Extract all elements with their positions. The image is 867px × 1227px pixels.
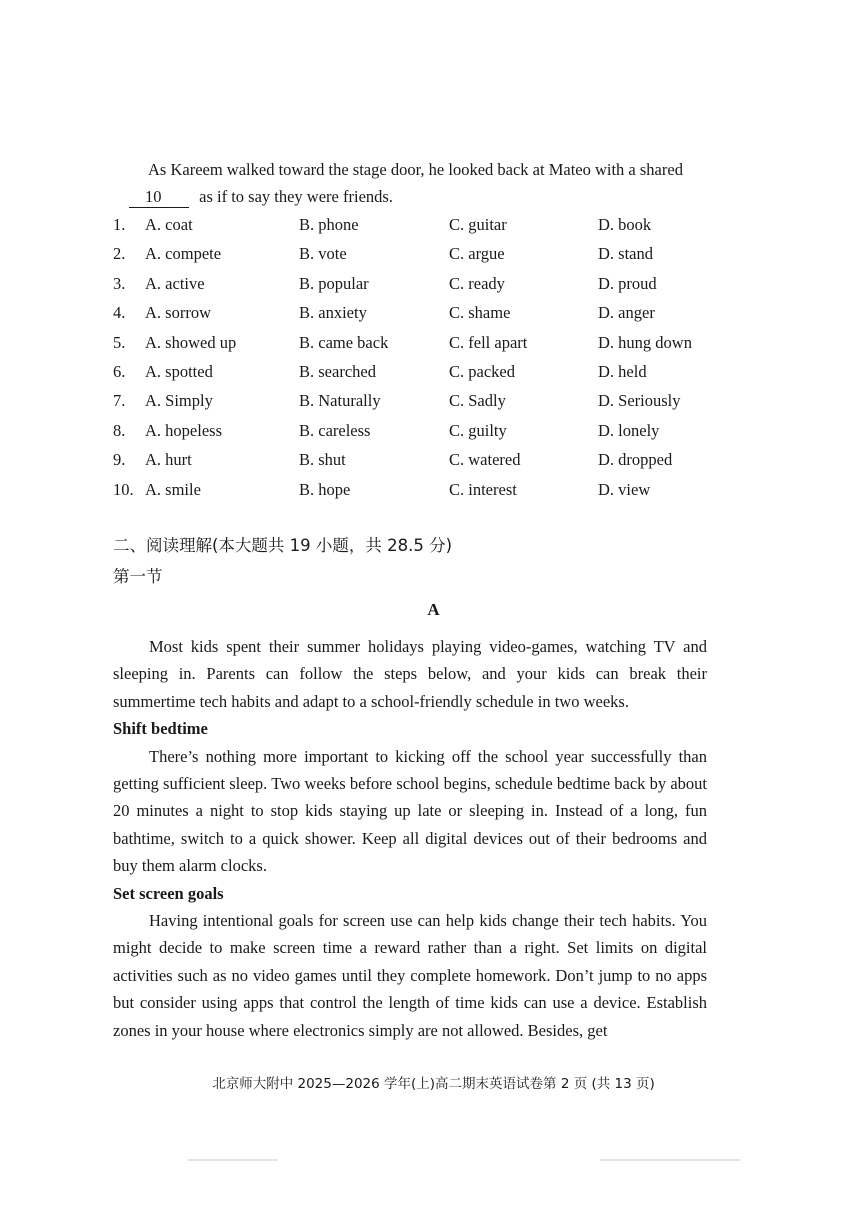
option-a: A. smile	[145, 479, 201, 499]
option-b: B. vote	[299, 244, 347, 264]
options-table	[113, 210, 713, 504]
option-row	[113, 386, 713, 415]
scan-artifact	[188, 1159, 278, 1161]
option-b: B. anxiety	[299, 303, 367, 323]
option-row	[113, 239, 713, 268]
option-b: B. came back	[299, 332, 389, 352]
option-d: D. dropped	[598, 450, 673, 470]
option-row	[113, 298, 713, 327]
option-c: C. guilty	[449, 420, 507, 440]
option-row	[113, 210, 713, 239]
question-number: 7.	[113, 391, 126, 411]
option-d: D. lonely	[598, 420, 660, 440]
option-b: B. shut	[299, 450, 346, 470]
scan-artifact	[600, 1159, 740, 1161]
option-d: D. anger	[598, 303, 655, 323]
option-a: A. sorrow	[145, 303, 211, 323]
option-a: A. spotted	[145, 361, 213, 381]
option-b: B. hope	[299, 479, 351, 499]
option-a: A. hurt	[145, 450, 192, 470]
cloze-ending	[113, 156, 713, 210]
option-row	[113, 416, 713, 445]
option-row	[113, 475, 713, 504]
paragraph-screen-goals: Having intentional goals for screen use can help kids change their tech habits. You might decide to make screen time a reward rather than a right. Set limits on digital activities such as no video games until they complete homework. Don’t jump to no apps but consider using apps that control the length of time kids can use a device. Establish zones in your house where electronics simply are not allowed. Besides, get	[113, 911, 707, 1040]
intro-paragraph: Most kids spent their summer holidays playing video-games, watching TV and sleeping in. Parents can follow the steps below, and your kids can break their summertime tech habits and adapt to a school-friendly schedule in two weeks.	[113, 637, 707, 711]
option-c: C. argue	[449, 244, 505, 264]
option-d: D. proud	[598, 273, 657, 293]
option-b: B. careless	[299, 420, 371, 440]
subheading-shift-bedtime: Shift bedtime	[113, 719, 208, 739]
option-b: B. searched	[299, 361, 376, 381]
option-row	[113, 328, 713, 357]
option-c: C. ready	[449, 273, 505, 293]
option-a: A. compete	[145, 244, 222, 264]
question-number: 9.	[113, 450, 126, 470]
cloze-ending-line2	[113, 183, 713, 210]
option-row	[113, 269, 713, 298]
option-c: C. packed	[449, 361, 515, 381]
option-d: D. Seriously	[598, 391, 681, 411]
subheading-screen-goals: Set screen goals	[113, 883, 224, 903]
question-number: 8.	[113, 420, 126, 440]
cloze-ending-line1: As Kareem walked toward the stage door, he looked back at Mateo with a shared	[148, 160, 683, 179]
option-b: B. phone	[299, 215, 359, 234]
question-number: 3.	[113, 273, 126, 293]
option-a: A. Simply	[145, 391, 213, 411]
option-c: C. guitar	[449, 215, 507, 234]
option-d: D. book	[598, 215, 652, 234]
passage-letter: A	[427, 600, 440, 619]
option-c: C. fell apart	[449, 332, 528, 352]
question-number: 5.	[113, 332, 126, 352]
option-d: D. stand	[598, 244, 653, 264]
part-title: 第一节	[113, 567, 163, 586]
option-c: C. watered	[449, 450, 521, 470]
option-b: B. popular	[299, 273, 369, 293]
option-c: C. shame	[449, 303, 511, 323]
paragraph-shift-bedtime: There’s nothing more important to kicking off the school year successfully than getting sufficient sleep. Two weeks before school begins, schedule bedtime back by about 20 minutes a night to stop kids staying up late or sleeping in. Instead of a long, fun bathtime, switch to a quick shower. Keep all digital devices out of their bedrooms and buy them alarm clocks.	[113, 746, 707, 876]
option-a: A. coat	[145, 215, 193, 234]
option-c: C. Sadly	[449, 391, 506, 411]
question-number: 10.	[113, 479, 134, 499]
option-d: D. view	[598, 479, 651, 499]
option-a: A. active	[145, 273, 205, 293]
question-number: 6.	[113, 361, 126, 381]
question-number: 1.	[113, 215, 126, 234]
question-number: 4.	[113, 303, 126, 323]
option-b: B. Naturally	[299, 391, 381, 411]
option-row	[113, 357, 713, 386]
option-a: A. hopeless	[145, 420, 222, 440]
option-d: D. hung down	[598, 332, 692, 352]
option-c: C. interest	[449, 479, 517, 499]
page-footer: 北京师大附中 2025—2026 学年(上)高二期末英语试卷第 2 页 (共 13 页)	[212, 1076, 655, 1092]
section-title: 二、阅读理解(本大题共 19 小题，共 28.5 分)	[113, 536, 453, 555]
cloze-ending-line2-text: as if to say they were friends.	[199, 187, 393, 206]
passage-body	[113, 633, 707, 1044]
option-d: D. held	[598, 361, 647, 381]
blank-10: 10	[129, 187, 189, 208]
option-row	[113, 445, 713, 474]
option-a: A. showed up	[145, 332, 237, 352]
question-number: 2.	[113, 244, 126, 264]
